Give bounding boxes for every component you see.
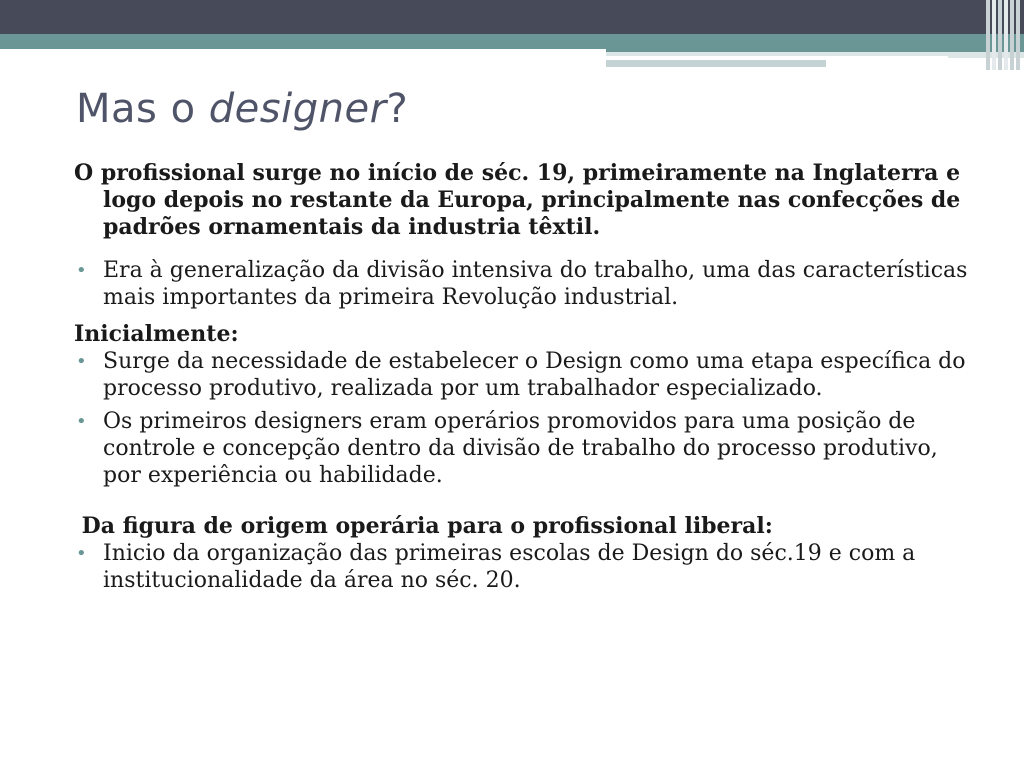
bullet-marker: • <box>76 260 87 281</box>
bullet-item <box>74 348 974 402</box>
title-emphasis: designer <box>208 86 387 132</box>
bullet-text: Os primeiros designers eram operários promovidos para uma posição de controle e concepção dentro da divisão de trabalho do processo produtivo, por experiência ou habilidade. <box>103 409 938 488</box>
slide-body <box>74 160 974 594</box>
intro-paragraph: O profissional surge no início de séc. 19, primeiramente na Inglaterra e logo depois no restante da Europa, principalmente nas confecções de padrões ornamentais da industria têxtil. <box>74 160 961 240</box>
bullet-text: Era à generalização da divisão intensiva do trabalho, uma das características mais importantes da primeira Revolução industrial. <box>103 258 968 310</box>
title-prefix: Mas o <box>76 86 209 132</box>
bullet-text: Inicio da organização das primeiras escolas de Design do séc.19 e com a institucionalidade da área no séc. 20. <box>103 541 916 593</box>
header-band-dark <box>0 0 1024 34</box>
bullet-marker: • <box>76 543 87 564</box>
header-band-light-short <box>606 60 826 67</box>
bullet-marker: • <box>76 411 87 432</box>
header-band-teal-right <box>606 42 1024 52</box>
bullet-item <box>74 408 974 489</box>
section-heading-inicialmente: Inicialmente: <box>74 321 239 347</box>
section-heading-profissional-liberal: Da figura de origem operária para o profissional liberal: <box>74 513 773 539</box>
bullet-marker: • <box>76 351 87 372</box>
slide-title <box>76 86 408 132</box>
bullet-text: Surge da necessidade de estabelecer o Design como uma etapa específica do processo produtivo, realizada por um trabalhador especializado. <box>103 349 966 401</box>
header-vertical-stripes <box>986 0 1024 70</box>
bullet-item <box>74 257 974 311</box>
title-suffix: ? <box>386 86 409 132</box>
header-band-line <box>606 56 948 58</box>
bullet-item <box>74 540 974 594</box>
